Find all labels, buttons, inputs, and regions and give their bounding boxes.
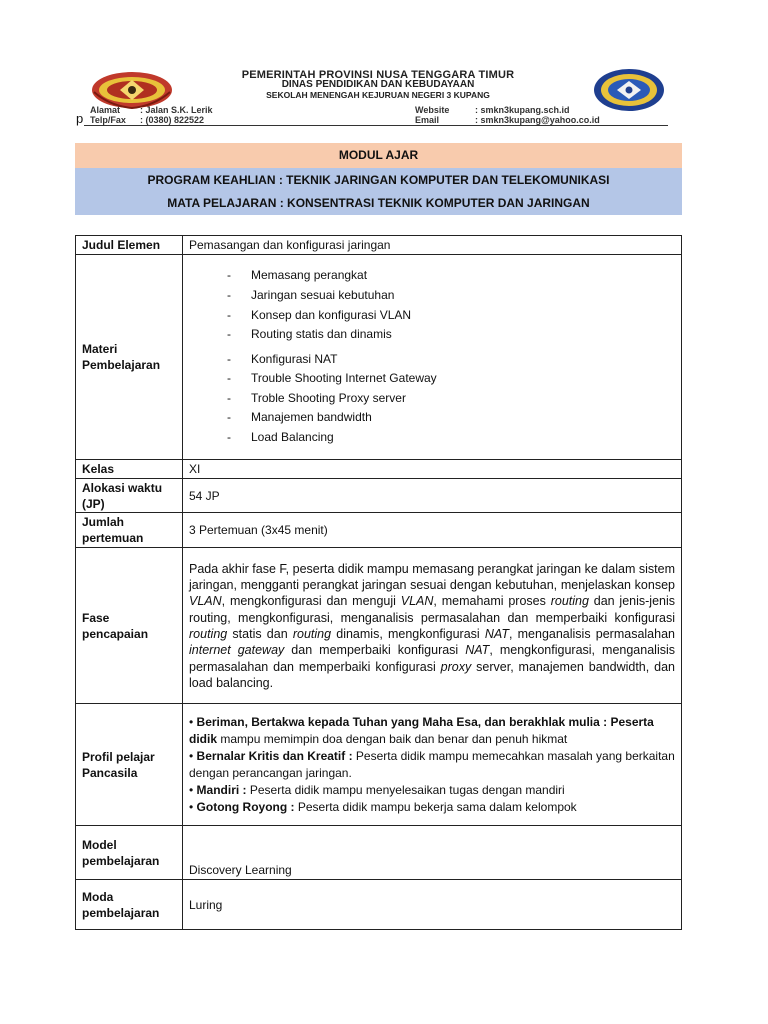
profil-text <box>189 714 675 816</box>
telp-label: Telp/Fax <box>90 115 126 125</box>
list-item: - Memasang perangkat <box>227 266 675 286</box>
table-row <box>76 460 682 479</box>
alokasi-value: 54 JP <box>183 479 682 513</box>
model-cell <box>183 826 682 880</box>
list-item: - Troble Shooting Proxy server <box>227 389 675 409</box>
profil-item: • Beriman, Bertakwa kepada Tuhan yang Maha Esa, dan berakhlak mulia : Peserta didik mampu memimpin doa dengan baik dan benar dan penuh hikmat <box>189 714 654 746</box>
profil-item: • Bernalar Kritis dan Kreatif : Peserta didik mampu memecahkan masalah yang berkaitan dengan perancangan jaringan. <box>189 748 675 780</box>
contact-right <box>415 105 600 125</box>
alamat-label: Alamat <box>90 105 121 115</box>
profil-cell <box>183 704 682 826</box>
module-table <box>75 235 682 930</box>
letterhead-line-2: DINAS PENDIDIKAN DAN KEBUDAYAAN <box>281 79 475 90</box>
table-row <box>76 826 682 880</box>
list-item: - Konfigurasi NAT <box>227 350 675 370</box>
model-value: Discovery Learning <box>189 863 292 877</box>
table-row <box>76 513 682 548</box>
letterhead-line-1: PEMERINTAH PROVINSI NUSA TENGGARA TIMUR <box>241 69 515 81</box>
fase-cell <box>183 548 682 704</box>
table-row <box>76 704 682 826</box>
program-keahlian: PROGRAM KEAHLIAN : TEKNIK JARINGAN KOMPUTER DAN TELEKOMUNIKASI <box>75 168 682 192</box>
profil-item: • Mandiri : Peserta didik mampu menyelesaikan tugas dengan mandiri <box>189 782 565 797</box>
letterhead <box>90 70 662 126</box>
table-row <box>76 479 682 513</box>
jumlah-value: 3 Pertemuan (3x45 menit) <box>183 513 682 548</box>
kelas-label: Kelas <box>76 460 183 479</box>
contact-left <box>90 105 213 125</box>
list-item: - Jaringan sesuai kebutuhan <box>227 286 675 306</box>
letterhead-divider <box>84 125 668 126</box>
email-label: Email <box>415 115 440 125</box>
school-emblem-icon <box>593 68 665 112</box>
list-item: - Konsep dan konfigurasi VLAN <box>227 306 675 326</box>
table-row <box>76 236 682 255</box>
profil-item: • Gotong Royong : Peserta didik mampu bekerja sama dalam kelompok <box>189 799 577 814</box>
alamat-value: : Jalan S.K. Lerik <box>140 105 213 115</box>
profil-label: Profil pelajar Pancasila <box>76 704 183 826</box>
table-row <box>76 548 682 704</box>
mata-pelajaran: MATA PELAJARAN : KONSENTRASI TEKNIK KOMPUTER DAN JARINGAN <box>75 192 682 215</box>
list-item: - Routing statis dan dinamis <box>227 325 675 345</box>
website-value: : smkn3kupang.sch.id <box>475 105 570 115</box>
materi-cell <box>183 255 682 460</box>
telp-value: : (0380) 822522 <box>140 115 205 125</box>
website-label: Website <box>415 105 450 115</box>
email-value: : smkn3kupang@yahoo.co.id <box>475 115 600 125</box>
materi-label: Materi Pembelajaran <box>76 255 183 460</box>
judul-value: Pemasangan dan konfigurasi jaringan <box>183 236 682 255</box>
list-item: - Load Balancing <box>227 428 675 448</box>
list-item: - Manajemen bandwidth <box>227 408 675 428</box>
table-row <box>76 255 682 460</box>
fase-label: Fase pencapaian <box>76 548 183 704</box>
table-row <box>76 880 682 930</box>
alokasi-label: Alokasi waktu (JP) <box>76 479 183 513</box>
list-item: - Trouble Shooting Internet Gateway <box>227 369 675 389</box>
judul-label: Judul Elemen <box>76 236 183 255</box>
moda-value: Luring <box>183 880 682 930</box>
materi-list <box>189 266 675 447</box>
letterhead-line-3: SEKOLAH MENENGAH KEJURUAN NEGERI 3 KUPANG <box>266 90 490 100</box>
kelas-value: XI <box>183 460 682 479</box>
stray-character: p <box>76 111 84 126</box>
model-label: Model pembelajaran <box>76 826 183 880</box>
provincial-emblem-icon <box>90 70 174 110</box>
fase-text: Pada akhir fase F, peserta didik mampu memasang perangkat jaringan ke dalam sistem jaringan, mengganti perangkat jaringan sesuai dengan kebutuhan, menjelaskan konsep VLAN, mengkonfigurasi dan menguji VLAN, memahami proses routing dan jenis-jenis routing, mengkonfigurasi, menganalisis permasalahan dan memperbaiki konfigurasi routing statis dan routing dinamis, mengkonfigurasi NAT, menganalisis permasalahan internet gateway dan memperbaiki konfigurasi NAT, mengkonfigurasi, menganalisis permasalahan dan memperbaiki konfigurasi proxy server, manajemen bandwidth, dan load balancing. <box>189 561 676 690</box>
modul-title: MODUL AJAR <box>75 143 682 168</box>
moda-label: Moda pembelajaran <box>76 880 183 930</box>
jumlah-label: Jumlah pertemuan <box>76 513 183 548</box>
letterhead-text <box>188 70 568 100</box>
